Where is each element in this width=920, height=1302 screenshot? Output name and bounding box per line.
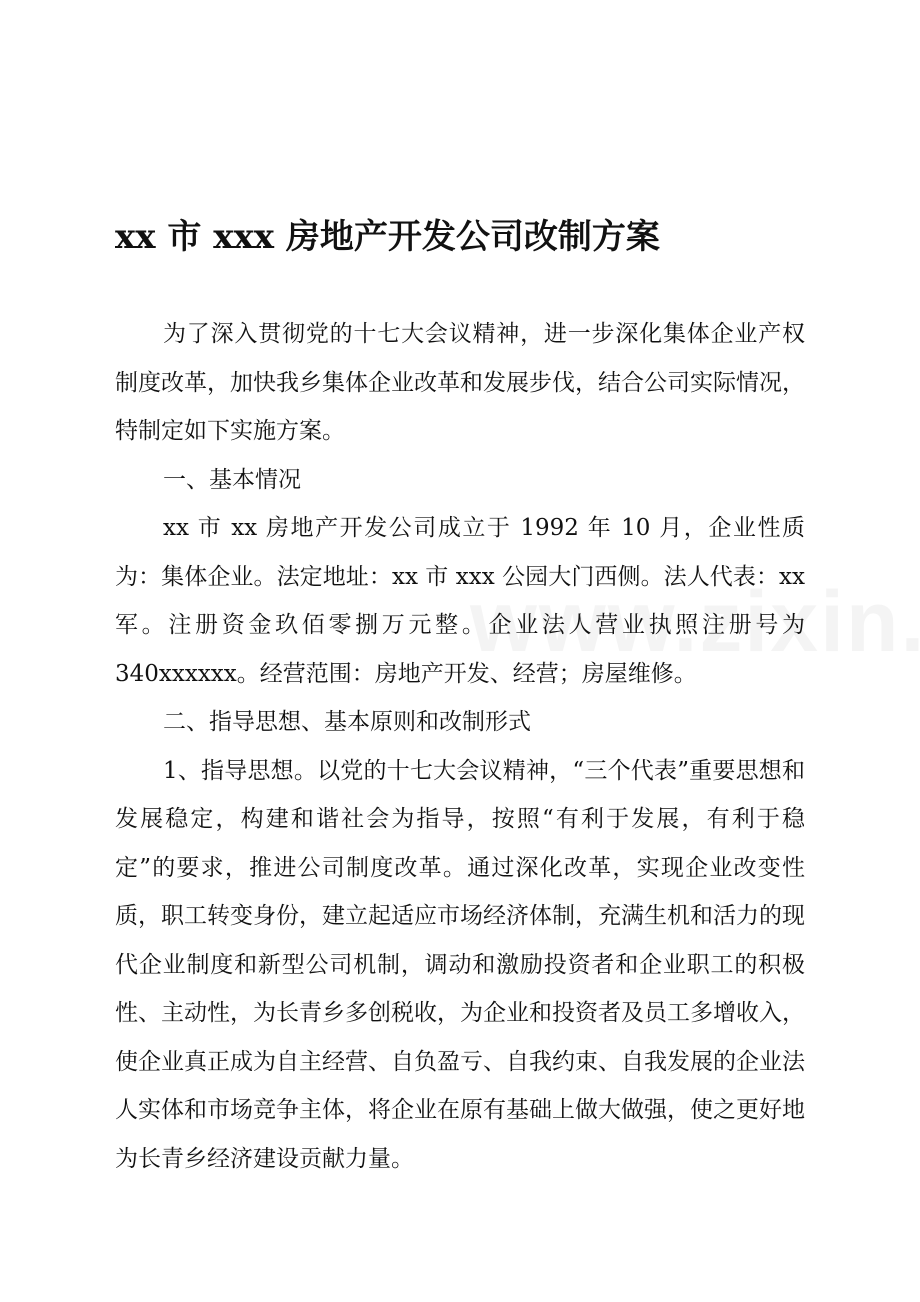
section-heading-guiding-ideology: 二、指导思想、基本原则和改制形式 xyxy=(163,709,531,735)
paragraph-intro: 为了深入贯彻党的十七大会议精神，进一步深化集体企业产权制度改革，加快我乡集体企业改革和发展步伐，结合公司实际情况，特制定如下实施方案。 xyxy=(115,321,805,444)
document-title: xx 市 xxx 房地产开发公司改制方案 xyxy=(115,217,660,257)
document-body xyxy=(115,310,805,1183)
section-heading-basic-info: 一、基本情况 xyxy=(163,466,301,493)
paragraph-guiding-ideology: 1、指导思想。以党的十七大会议精神，“三个代表”重要思想和发展稳定，构建和谐社会为指导，按照“有利于发展，有利于稳定”的要求，推进公司制度改革。通过深化改革，实现企业改变性质，职工转变身份，建立起适应市场经济体制，充满生机和活力的现代企业制度和新型公司机制，调动和激励投资者和企业职工的积极性、主动性，为长青乡多创税收，为企业和投资者及员工多增收入，使企业真正成为自主经营、自负盈亏、自我约束、自我发展的企业法人实体和市场竞争主体，将企业在原有基础上做大做强，使之更好地为长青乡经济建设贡献力量。 xyxy=(115,757,805,1172)
paragraph-basic-info: xx 市 xx 房地产开发公司成立于 1992 年 10 月，企业性质为：集体企业。法定地址：xx 市 xxx 公园大门西侧。法人代表：xx 军。注册资金玖佰零捌万元整。企业法人营业执照注册号为 340xxxxxx。经营范围：房地产开发、经营；房屋维修。 xyxy=(115,515,805,687)
